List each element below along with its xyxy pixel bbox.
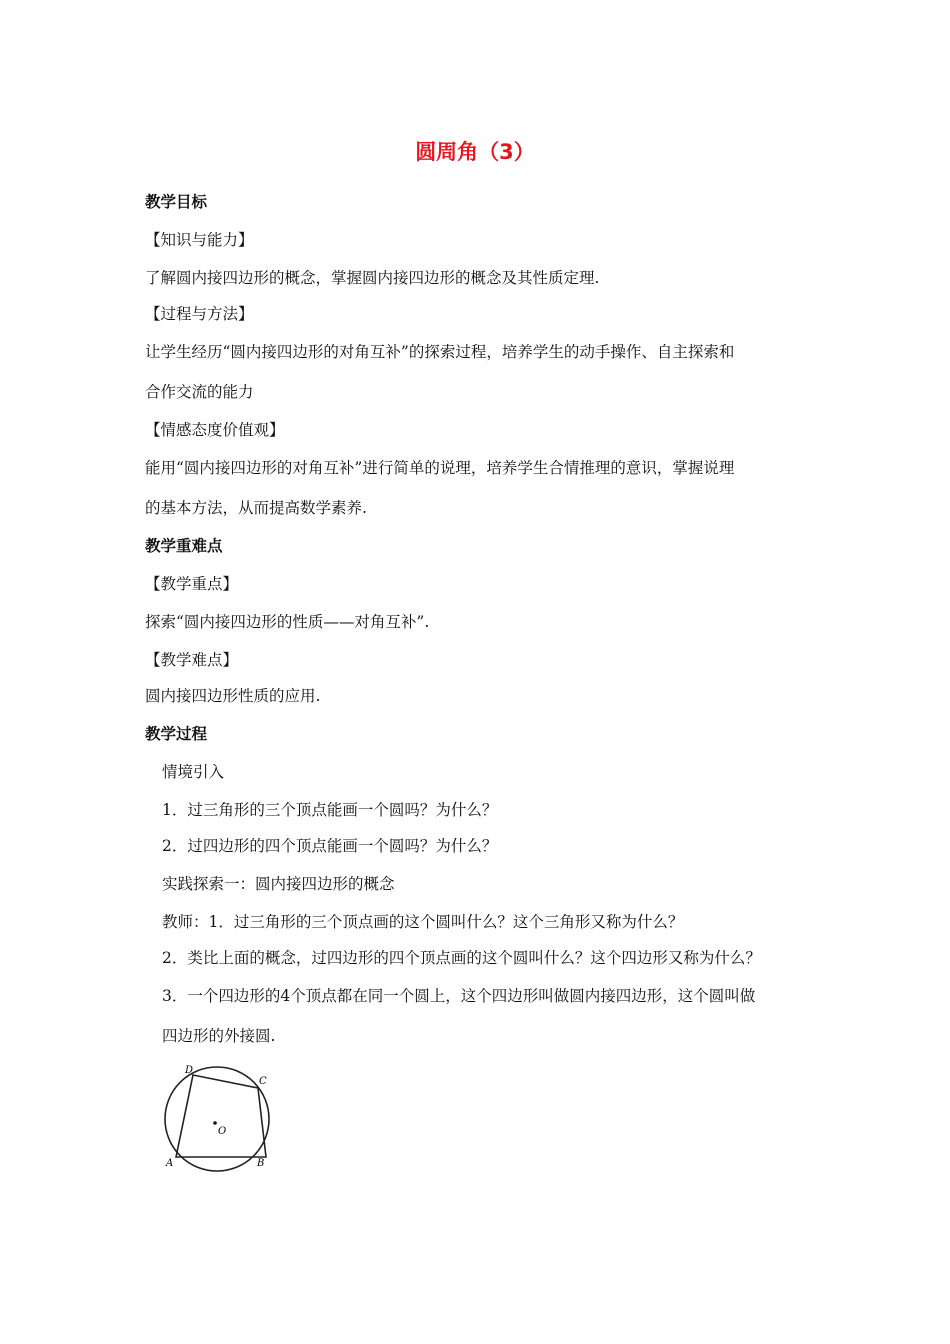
circumcircle <box>165 1067 269 1171</box>
difficulty-label: 【教学难点】 <box>145 651 239 669</box>
key-heading: 教学重难点 <box>145 537 223 555</box>
intro-label: 情境引入 <box>162 763 225 781</box>
label-A: A <box>166 1158 174 1169</box>
quadrilateral-abcd <box>176 1075 266 1157</box>
question-2: 2．过四边形的四个顶点能画一个圆吗？为什么？ <box>162 837 498 855</box>
goals-heading: 教学目标 <box>145 193 208 211</box>
teacher-question-3-line-2: 四边形的外接圆. <box>162 1027 276 1045</box>
process-heading: 教学过程 <box>145 725 208 743</box>
cyclic-quadrilateral-figure <box>160 1062 280 1178</box>
label-C: C <box>259 1076 267 1087</box>
label-B: B <box>257 1158 265 1169</box>
process-text-line-2: 合作交流的能力 <box>145 383 254 401</box>
process-text-line-1: 让学生经历“圆内接四边形的对角互补”的探索过程，培养学生的动手操作、自主探索和 <box>145 343 735 361</box>
question-1: 1．过三角形的三个顶点能画一个圆吗？为什么？ <box>162 801 498 819</box>
key-point-label: 【教学重点】 <box>145 575 239 593</box>
knowledge-label: 【知识与能力】 <box>145 231 254 249</box>
difficulty-text: 圆内接四边形性质的应用. <box>145 687 321 705</box>
emotion-text-line-2: 的基本方法，从而提高数学素养. <box>145 499 367 517</box>
teacher-question-3-line-1: 3．一个四边形的4个顶点都在同一个圆上，这个四边形叫做圆内接四边形，这个圆叫做 <box>162 987 756 1005</box>
key-point-text: 探索“圆内接四边形的性质——对角互补”. <box>145 613 430 631</box>
emotion-label: 【情感态度价值观】 <box>145 421 285 439</box>
label-O: O <box>218 1126 227 1137</box>
center-point <box>213 1121 217 1125</box>
emotion-text-line-1: 能用“圆内接四边形的对角互补”进行简单的说理，培养学生合情推理的意识，掌握说理 <box>145 459 735 477</box>
process-label: 【过程与方法】 <box>145 305 254 323</box>
page-title: 圆周角（3） <box>415 140 535 164</box>
label-D: D <box>185 1065 194 1076</box>
knowledge-text: 了解圆内接四边形的概念，掌握圆内接四边形的概念及其性质定理. <box>145 269 600 287</box>
teacher-question-1: 教师：1．过三角形的三个顶点画的这个圆叫什么？这个三角形又称为什么？ <box>162 913 684 931</box>
teacher-question-2: 2．类比上面的概念，过四边形的四个顶点画的这个圆叫什么？这个四边形又称为什么？ <box>162 949 761 967</box>
explore-label: 实践探索一：圆内接四边形的概念 <box>162 875 395 893</box>
